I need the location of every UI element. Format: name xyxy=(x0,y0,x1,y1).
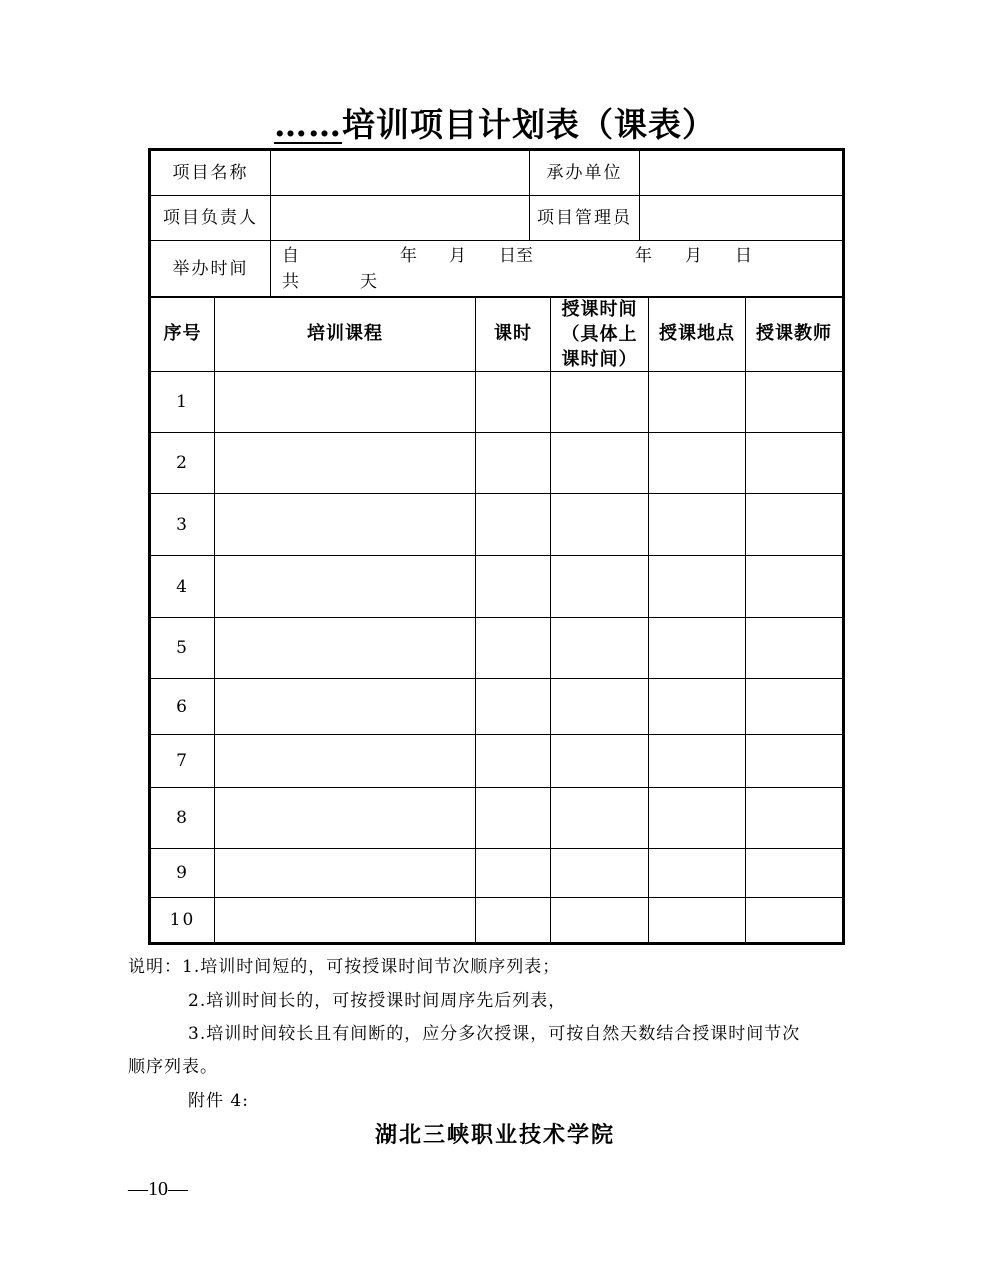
date-from: 自 xyxy=(282,246,299,266)
row-number: 6 xyxy=(176,696,189,717)
project-leader-label: 项目负责人 xyxy=(163,208,258,228)
row-number: 10 xyxy=(169,910,196,930)
project-name-label: 项目名称 xyxy=(172,163,249,183)
col-place: 授课地点 xyxy=(659,323,735,344)
date-year1: 年 xyxy=(400,246,417,266)
plan-table xyxy=(148,148,845,945)
row-number: 9 xyxy=(176,863,189,883)
date-range[interactable] xyxy=(271,243,842,295)
col-time-line1: 授课时间 xyxy=(561,298,638,320)
date-total: 共 xyxy=(282,272,299,292)
date-day-to: 日至 xyxy=(499,246,533,266)
col-time-line3: 课时间） xyxy=(561,348,638,370)
attachment-label: 附件 4: xyxy=(188,1091,249,1111)
row-number: 4 xyxy=(176,576,189,597)
date-month2: 月 xyxy=(685,246,702,266)
row-number: 5 xyxy=(176,638,189,658)
row-number: 7 xyxy=(176,751,189,771)
note-line-3: 3.培训时间较长且有间断的，应分多次授课，可按自然天数结合授课时间节次 xyxy=(188,1024,801,1044)
row-number: 2 xyxy=(176,453,189,473)
date-day2: 日 xyxy=(735,246,752,266)
date-month1: 月 xyxy=(449,246,466,266)
col-teacher: 授课教师 xyxy=(756,323,832,344)
note-line-4: 顺序列表。 xyxy=(128,1057,218,1077)
note-line-1: 说明：1.培训时间短的，可按授课时间节次顺序列表； xyxy=(128,957,561,977)
col-seq: 序号 xyxy=(163,323,202,344)
col-course: 培训课程 xyxy=(307,323,383,344)
project-name-value[interactable] xyxy=(271,151,528,195)
school-name: 湖北三峡职业技术学院 xyxy=(374,1122,615,1148)
date-days: 天 xyxy=(360,272,377,292)
project-manager-label: 项目管理员 xyxy=(537,208,632,228)
col-hours: 课时 xyxy=(494,323,532,344)
time-label: 举办时间 xyxy=(172,258,249,279)
title-blank: …… xyxy=(274,105,342,144)
col-time-line2: （具体上 xyxy=(561,323,638,345)
project-manager-value[interactable] xyxy=(640,196,842,240)
host-unit-label: 承办单位 xyxy=(546,163,623,183)
page-title xyxy=(0,100,990,150)
page-number: —10— xyxy=(128,1178,188,1200)
title-text: 培训项目计划表（课表） xyxy=(342,105,716,144)
row-number: 3 xyxy=(176,514,189,535)
project-leader-value[interactable] xyxy=(271,196,528,240)
row-number: 1 xyxy=(176,392,189,412)
date-year2: 年 xyxy=(635,246,652,266)
row-number: 8 xyxy=(176,808,189,828)
host-unit-value[interactable] xyxy=(640,151,842,195)
col-time xyxy=(551,297,648,371)
note-line-2: 2.培训时间长的，可按授课时间周序先后列表， xyxy=(188,991,567,1011)
